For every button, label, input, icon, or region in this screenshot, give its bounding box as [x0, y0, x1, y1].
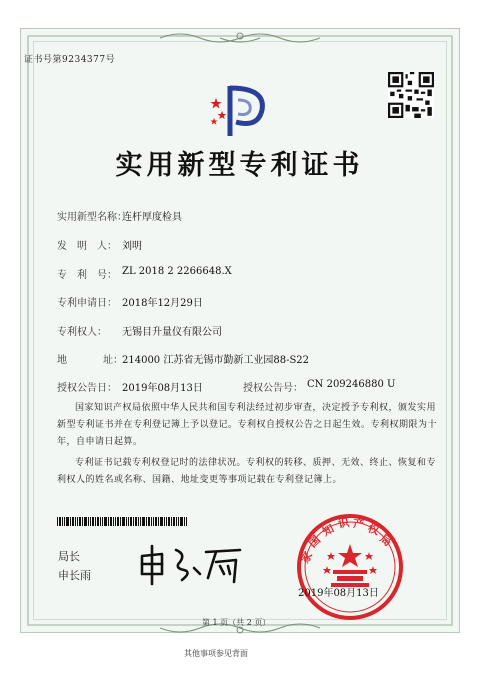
patent-number-label: 专 利 号：: [57, 270, 117, 281]
seal-char-5: 局: [377, 531, 394, 549]
official-seal: [295, 512, 405, 622]
paragraph-2-line-1: 专利证书记载专利权登记时的法律状况。专利权的转移、质押、无效、终止、恢复和专: [75, 458, 437, 468]
seal-char-3: 产: [352, 517, 365, 531]
utility-model-name-value: 连杆厚度检具: [122, 212, 182, 223]
page-indicator: 第 1 页（共 2 页）: [202, 618, 271, 627]
seal-char-0: 国: [306, 533, 323, 551]
seal-char-1: 知: [320, 522, 337, 539]
grant-number-label: 授权公告号：: [243, 383, 303, 394]
top-ornament: [160, 30, 320, 46]
address-value: 214000 江苏省无锡市勤新工业园88-S22: [122, 355, 310, 366]
seal-char-4: 权: [365, 521, 381, 538]
paragraph-1-line-3: 年，自申请日起算。: [57, 437, 143, 447]
footer-note: 其他事项参见背面: [184, 649, 248, 658]
qr-code-icon: [388, 72, 434, 118]
barcode-icon: [57, 517, 187, 526]
grant-date-label: 授权公告日：: [57, 383, 117, 394]
inventor-label: 发 明 人：: [57, 241, 117, 252]
utility-model-name-label: 实用新型名称：: [57, 212, 127, 223]
address-label-b: 址：: [103, 355, 123, 366]
seal-date: 2019年08月13日: [298, 588, 379, 599]
paragraph-1-line-1: 国家知识产权局依照中华人民共和国专利法经过初步审查，决定授予专利权，颁发实用: [75, 403, 437, 413]
patent-number-value: ZL 2018 2 2266648.X: [122, 266, 232, 277]
seal-char-2: 识: [336, 515, 351, 531]
inventor-value: 刘明: [122, 241, 142, 252]
patent-office-logo-icon: [208, 78, 270, 140]
grant-date-value: 2019年08月13日: [122, 383, 203, 394]
certificate-number: 证书号第9234377号: [24, 55, 116, 65]
certificate-title: 实用新型专利证书: [115, 150, 364, 181]
paragraph-2-line-2: 利权人的姓名或名称、国籍、地址变更等事项记载在专利登记簿上。: [57, 475, 343, 485]
director-name: 申长雨: [58, 569, 91, 582]
patentee-label: 专利权人：: [57, 327, 107, 338]
application-date-label: 专利申请日：: [57, 298, 117, 309]
director-title: 局长: [58, 550, 80, 563]
paragraph-1-line-2: 新型专利证书并在专利登记簿上予以登记。专利权自授权公告之日起生效。专利权期限为十: [57, 420, 438, 430]
grant-number-value: CN 209246880 U: [307, 379, 396, 390]
patentee-value: 无锡目升量仪有限公司: [122, 327, 222, 338]
address-label-a: 地: [57, 355, 67, 366]
application-date-value: 2018年12月29日: [122, 298, 203, 309]
handwritten-signature: [136, 542, 246, 586]
seal-char-left-1: 家: [298, 549, 316, 566]
